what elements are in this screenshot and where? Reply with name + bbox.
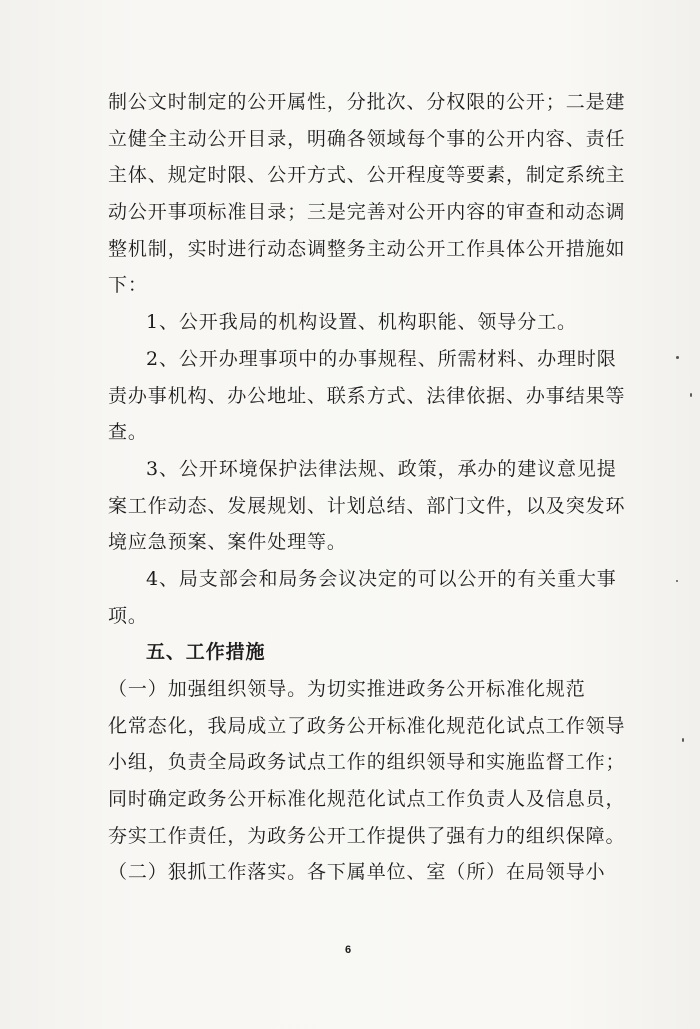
scan-speck: [676, 580, 678, 582]
list-item-1: 1、公开我局的机构设置、机构职能、领导分工。: [146, 311, 577, 334]
text-line: 夯实工作责任，为政务公开工作提供了强有力的组织保障。: [108, 824, 626, 847]
section-heading: 五、工作措施: [146, 641, 266, 664]
text-line: 下：: [108, 274, 148, 297]
text-line: 动公开事项标准目录；三是完善对公开内容的审查和动态调: [108, 201, 626, 224]
text-line: 化常态化，我局成立了政务公开标准化规范化试点工作领导: [108, 714, 626, 737]
text-line: 小组，负责全局政务试点工作的组织领导和实施监督工作；: [108, 751, 626, 774]
subsection-2-first-line: （二）狠抓工作落实。各下属单位、室（所）在局领导小: [108, 861, 606, 884]
scan-speck: [676, 356, 679, 359]
text-line: 制公文时制定的公开属性，分批次、分权限的公开；二是建: [108, 91, 626, 113]
subsection-1-first-line: （一）加强组织领导。为切实推进政务公开标准化规范: [108, 678, 586, 700]
text-line: 同时确定政务公开标准化规范化试点工作负责人及信息员，: [108, 788, 626, 811]
list-item-4: 4、局支部会和局务会议决定的可以公开的有关重大事: [146, 567, 617, 590]
scan-speck: [682, 738, 684, 742]
scan-speck: [690, 393, 692, 397]
text-line: 责办事机构、办公地址、联系方式、法律依据、办事结果等: [108, 384, 626, 407]
text-line: 案工作动态、发展规划、计划总结、部门文件，以及突发环: [108, 494, 626, 517]
text-line: 境应急预案、案件处理等。: [108, 531, 347, 554]
text-line: 项。: [108, 604, 148, 627]
document-body: [108, 84, 626, 891]
text-line: 查。: [108, 421, 148, 444]
text-line: 立健全主动公开目录，明确各领域每个事的公开内容、责任: [108, 127, 626, 150]
text-line: 主体、规定时限、公开方式、公开程度等要素，制定系统主: [108, 164, 626, 187]
text-line: 整机制，实时进行动态调整务主动公开工作具体公开措施如: [108, 237, 626, 260]
list-item-3: 3、公开环境保护法律法规、政策，承办的建议意见提: [146, 457, 617, 480]
list-item-2: 2、公开办理事项中的办事规程、所需材料、办理时限: [146, 347, 617, 370]
page-number: 6: [345, 944, 352, 956]
